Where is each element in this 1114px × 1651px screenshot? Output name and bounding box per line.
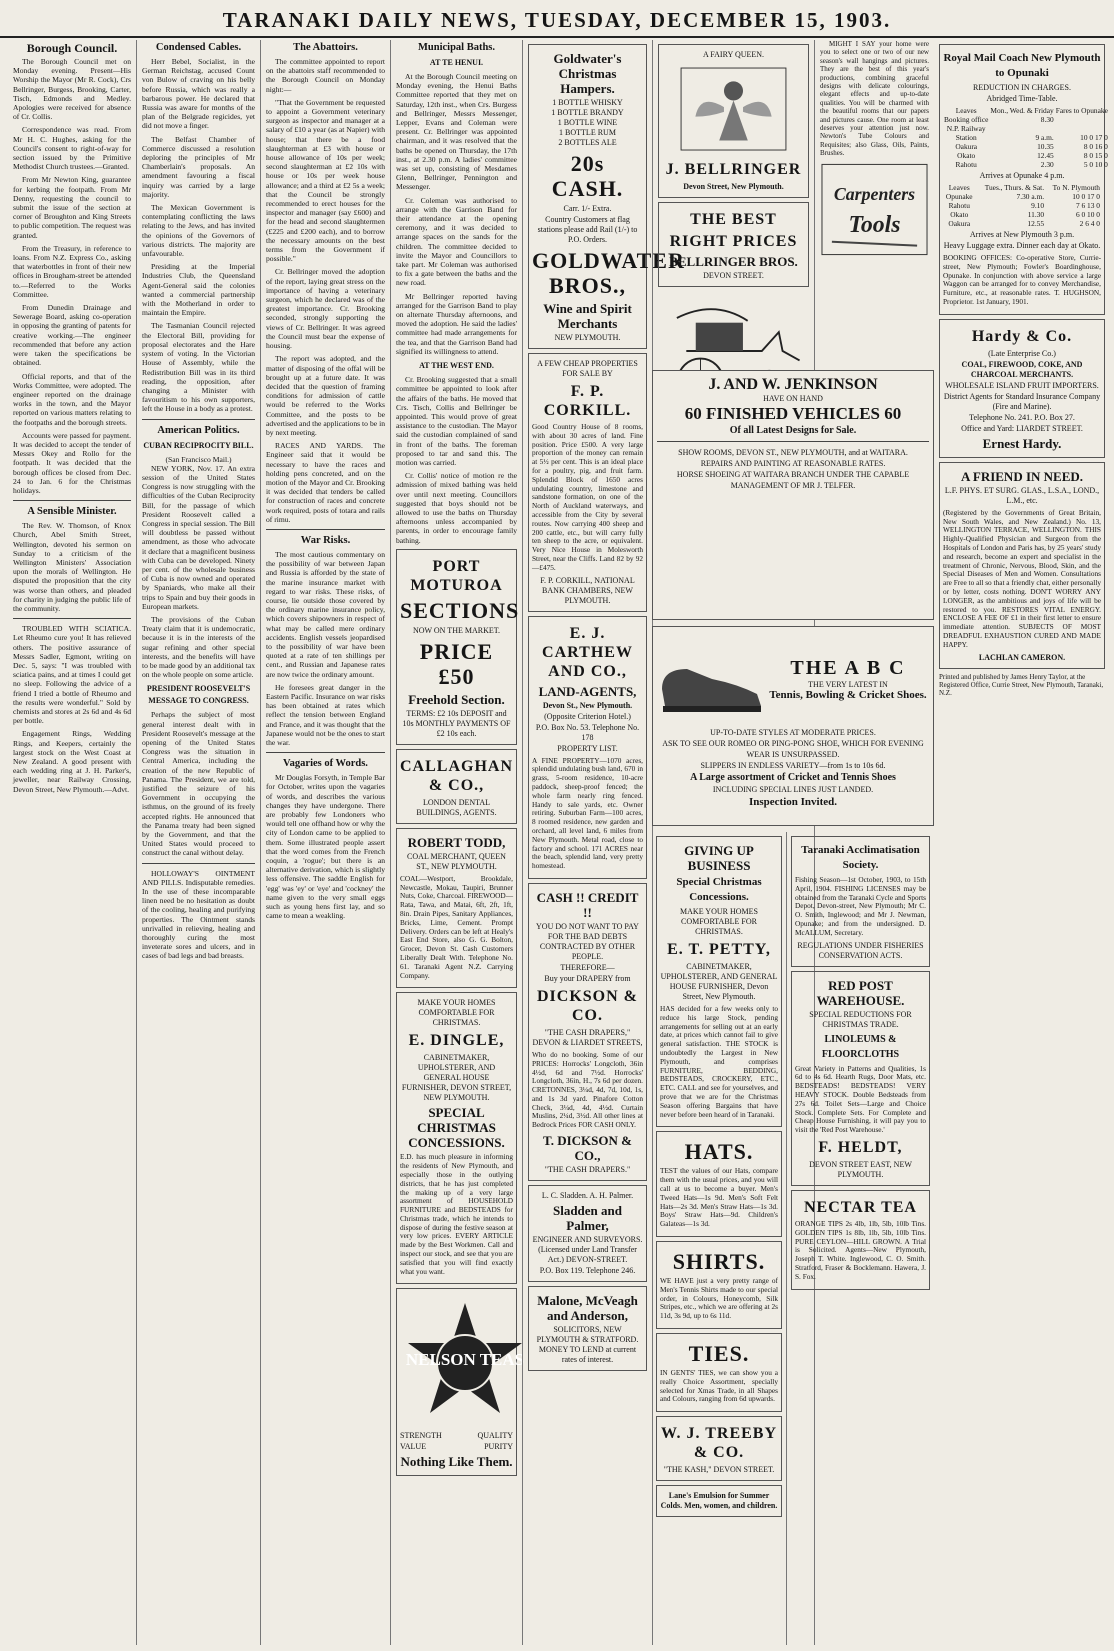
table-cell: Oakura [955, 142, 978, 151]
table-row [943, 106, 1109, 115]
table-cell: 8 0 15 0 [1083, 151, 1108, 160]
ad-line: Buy your DRAPERY from [544, 973, 631, 983]
ad-line: Carr. 1/- Extra. [563, 204, 612, 213]
table-row [943, 151, 1109, 160]
table-cell: 10 0 17 0 [1080, 133, 1108, 142]
ad-heading: SHIRTS. [672, 1248, 766, 1274]
headline-sensible-minister: A Sensible Minister. [27, 506, 117, 518]
ad-line: CABINETMAKER, UPHOLSTERER, AND GENERAL HOUSE FURNISHER, Devon Street, New Plymouth. [660, 962, 778, 1001]
table-row [943, 124, 1109, 133]
table-cell: Tues., Thurs. & Sat. [984, 183, 1045, 192]
ad-line: SOLICITORS, NEW PLYMOUTH & STRATFORD. MONEY TO LEND at current rates of interest. [536, 1325, 639, 1365]
ad-heading: Royal Mail Coach New Plymouth to Opunaki [943, 52, 1101, 79]
ad-body: E.D. has much pleasure in informing the residents of New Plymouth, and especially those in the outlying districts, that he has just completed the making up of a very large assortment of HOUSEHOLD FURNITURE and BEDSTEADS for Christmas trade, which he intends to dispose of during the festive season at very low prices. EVERY ARTICLE made by the Best Workmen. Call and inspect our stock, and see that you are satisfied that you will find exactly what you want. [400, 1152, 513, 1276]
divider [266, 529, 385, 530]
ad-line: UP-TO-DATE STYLES AT MODERATE PRICES. [710, 728, 876, 737]
ad-body: IN GENTS' TIES, we can show you a really Choice Assortment, specially selected for Xmas Trade, in all Shapes and Colours, ranging from 6d upwards. [660, 1367, 778, 1404]
ad-heading: THE BEST [690, 211, 777, 228]
ad-lanes-emulsion [656, 1485, 782, 1517]
ad-heading: GIVING UP BUSINESS [684, 843, 754, 873]
ad-heading: SPECIAL CHRISTMAS CONCESSIONS. [408, 1105, 505, 1151]
table-cell: 2.30 [1040, 160, 1054, 169]
table-row [943, 115, 1109, 124]
ad-hats [656, 1131, 782, 1237]
ad-line: (Opposite Criterion Hotel.) [544, 711, 631, 721]
article-paragraph: Mr Bellringer reported having arranged for the Garrison Band to play on alternate Thursday afternoons, and moved the adoption. He said the ladies' committee had made arrangements for the tea, and that the Garrison Band had signified its willingness to attend. [396, 291, 517, 356]
imprint: Printed and published by James Henry Taylor, at the Registered Office, Currie Street, New Plymouth, Taranaki, N.Z. [939, 672, 1104, 698]
table-cell: 10 0 17 0 [1072, 192, 1100, 201]
tools-icon [820, 162, 929, 257]
ad-robert-todd [396, 828, 517, 989]
ad-heading: BELLRINGER BROS. [669, 254, 798, 269]
table-cell: 8 0 16 0 [1083, 142, 1108, 151]
ad-heading: PORT MOTUROA [410, 557, 503, 594]
ad-hardy [939, 319, 1105, 458]
table-row [943, 133, 1109, 142]
ad-dickson [528, 883, 647, 1181]
ad-line: HAVE ON HAND [763, 394, 823, 403]
table-cell: Rahotu [955, 160, 977, 169]
article-paragraph: The committee appointed to report on the abattoirs staff recommended to the Borough Council on Monday night:— [266, 57, 385, 94]
ad-heading: NELSON TEAS [405, 1350, 525, 1370]
ad-body: ORANGE TIPS 2s 4lb, 1lb, 5lb, 10lb Tins. GOLDEN TIPS 1s 8lb, 1lb, 5lb, 10lb Tins. PURE CEYLON—HILL GROWN. A Trial is Solicited. Agents—New Plymouth, Joseph T. White. Inglewood, C. O. Smith. Stratford, Fraser & Bocklemann. Hawera, J. S. Fox. [795, 1218, 926, 1281]
ad-line: REPAIRS AND PAINTING AT REASONABLE RATES. [700, 459, 886, 468]
subheading: CUBAN RECIPROCITY BILL. [143, 440, 254, 450]
ad-line: MAKE YOUR HOMES COMFORTABLE FOR CHRISTMAS. [680, 907, 758, 936]
ad-body: Who do no booking. Some of our PRICES: Horrocks' Longcloth, 36in 4½d, 6d and 7½d. Horrocks' Longcloth, 36in, H., 7s 6d per dozen. CRETONNES, 3¼d, 4d, 7d, 10d, 1s, and 1s 3d yard. Pinafore Cotton Check, 3¼d, 4d, 4½d. Curtain Muslins, 2¼d, 3½d. All other lines at Bedrock Prices FOR CASH ONLY. [532, 1049, 643, 1130]
ad-line: REGULATIONS UNDER FISHERIES CONSERVATION ACTS. [797, 940, 924, 960]
table-cell [1055, 124, 1109, 133]
ad-line: VALUE [400, 1442, 427, 1452]
ad-nectar-tea [791, 1190, 930, 1290]
table-row [943, 160, 1109, 169]
article-paragraph: Mr Douglas Forsyth, in Temple Bar for October, writes upon the vagaries of words, and describes the various changes they have undergone. There are probably few Londoners who would tell one offhand how or why the city of London came to be applied to them. Some illustrated people assert that the word comes from the French coquin, a 'rogue'; but there is an alternative derivation, which is slightly less offensive. The saddle English for 'egg' was 'ey' or 'eye' and 'cockney' the name given to the very small eggs such as young hens first lay, and so came to mean a weakling. [266, 773, 385, 921]
article-paragraph: Cr. Collis' notice of motion re the admission of mixed bathing was held over until next meeting. Councillors suggested that boys should not be allowed to use the baths on Thursday afternoons unless accompanied by parents, in order to encourage family bathing. [396, 471, 517, 545]
ad-line: YOU DO NOT WANT TO PAY FOR THE BAD DEBTS CONTRACTED BY OTHER PEOPLE. [536, 921, 639, 961]
ad-line: Of all Latest Designs for Sale. [729, 425, 857, 436]
article-paragraph: "That the Government be requested to appoint a Government veterinary surgeon as inspector and manager at a salary of £10 a year (as at Napier) with house; that there be a food slaughterman at £3 with house or house allowance of 10s per week; second slaughterman at £2 10s with house or 10s per week house allowance; and a third at £2 5s a week; that the Council be strongly recommended to erect houses for the inspector and manager (say £600) and for the head and second slaughtermen (£225 and £200 each), and to borrow the necessary amounts on the best terms from the Government if possible." [266, 97, 385, 264]
ad-shirts [656, 1241, 782, 1329]
ad-line: REDUCTION IN CHARGES. [973, 83, 1071, 92]
ad-bellringer-bros [658, 202, 809, 287]
table-row [943, 201, 1101, 210]
ad-heading: CALLAGHAN & CO., [400, 757, 514, 794]
ad-corkill [528, 353, 647, 612]
ad-line: (Late Enterprise Co.) [988, 348, 1056, 358]
ad-heading: LAND-AGENTS, [538, 683, 637, 699]
ad-heading: RED POST WAREHOUSE. [816, 977, 905, 1008]
ad-carthew [528, 616, 647, 879]
ad-callaghan [396, 749, 517, 824]
table-cell: 9.10 [1031, 201, 1045, 210]
table-cell: To N. Plymouth [1052, 183, 1100, 192]
ad-heading: Hardy & Co. [971, 327, 1073, 345]
ad-body: Good Country House of 8 rooms, with about 30 acres of land. Fine position. Price £500. A very large proportion of the money can remain at 5½ per cent. This is an ideal place for a poultry, pig, and fruit farm. Splendid Block of 1650 acres undulating country, limestone and sandstone formation, on one of the North of Auckland waterways, and accessible from the City by several routes. Now carrying 400 sheep and 200 cattle, etc., but will carry fully ten sheep to the acre, or equivalent. Very Nice House in Molesworth Street, near the Cliffs. Land 82 by 92—£475. [532, 422, 643, 572]
table-cell [989, 124, 1054, 133]
headline-abattoirs: The Abattoirs. [293, 42, 358, 53]
table-cell: Okato [950, 210, 969, 219]
ad-line: LONDON DENTAL BUILDINGS, AGENTS. [416, 797, 497, 817]
carpenters-tools-logo [820, 162, 929, 257]
table-cell: Okato [957, 151, 976, 160]
table-cell [1055, 115, 1109, 124]
headline-condensed-cables: Condensed Cables. [155, 42, 242, 53]
table-row [943, 183, 1101, 192]
table-cell: 12.45 [1037, 151, 1054, 160]
ad-line: P.O. Box 119. Telephone 246. [539, 1266, 636, 1276]
headline-municipal-baths: Municipal Baths. [417, 42, 496, 53]
ad-line: SLIPPERS IN ENDLESS VARIETY—from 1s to 10s 6d. [700, 761, 886, 770]
table-cell: Booking office [944, 115, 989, 124]
ad-line: ENGINEER AND SURVEYORS. (Licensed under Land Transfer Act.) DEVON-STREET. [532, 1235, 643, 1265]
article-paragraph: From the Treasury, in reference to loans. From N.Z. Express Co., asking that waterbottles in front of their new offices in Brougham-street be attended to.—Referred to the Works Committee. [13, 243, 131, 299]
ad-abc-shoes [652, 626, 934, 826]
ad-line: A FEW CHEAP PROPERTIES FOR SALE BY [537, 359, 638, 378]
ad-nelson-teas [396, 1288, 525, 1476]
article-paragraph: Official reports, and that of the Works Committee, were adopted. The engineer reported on the drainage works in the town, and the Mayor reported on various matters relating to the footpaths and the borough streets. [13, 371, 131, 427]
column-5 [522, 40, 685, 1645]
ad-heading: Lane's Emulsion for Summer Colds. Men, women, and children. [660, 1491, 778, 1511]
source-line: (San Francisco Mail.) [165, 454, 232, 464]
ad-malone-mcveagh [528, 1286, 647, 1371]
list-item: 1 BOTTLE RUM [559, 128, 616, 137]
article-paragraph: NEW YORK, Nov. 17. An extra session of the United States Congress is now struggling with the difficulties of the Cuban Reciprocity Bill, for the passage of which President Roosevelt called a Congress in special session. The Bill will doubtless be passed without amendment, as those who advocate it declare that a magnificent business with Cuba can be developed. Ninety per cent. of the wholesale business of Cuba is now owned and operated by Spaniards, who make all their trips to Spain and buy their goods in European markets. [142, 463, 255, 611]
table-cell: 12.55 [1027, 219, 1045, 228]
ad-heading: ROBERT TODD, [407, 834, 506, 850]
ad-red-post [791, 971, 930, 1186]
article-paragraph: Cr. Coleman was authorised to arrange with the Garrison Band for their attendance at the opening ceremony, and it was decided to arrange spaces on the sands for the children. The committee decided to invite the Mayor and Councillors to take part. Mr Coleman was authorised to fix a gate between the baths and the new road. [396, 195, 517, 288]
table-cell: 8.30 [1040, 115, 1054, 124]
column-6-lower [652, 832, 786, 1645]
ad-heading: THE A B C [790, 657, 906, 679]
table-row [943, 142, 1109, 151]
ad-line: "THE CASH DRAPERS." [544, 1165, 631, 1175]
column-1 [8, 40, 136, 1645]
table-cell: 7.30 a.m. [1016, 192, 1045, 201]
logo-text: Carpenters [833, 183, 916, 204]
ad-line: HORSE SHOEING AT WAITARA BRANCH UNDER THE CAPABLE MANAGEMENT OF MR J. TELFER. [676, 470, 910, 490]
headline-american-politics: American Politics. [157, 424, 240, 436]
article-paragraph: The Tasmanian Council rejected the Electoral Bill, providing for proposal electorates and the Hare system of voting. In the Victorian House of Assembly, while the Redistribution Bill was in its third reading, the opposition, after changing a Minister with favouritism to his own supporters, left the House in a body as a protest. [142, 321, 255, 414]
ad-line: "THE KASH," DEVON STREET. [663, 1465, 775, 1475]
ad-heading: Wine and Spirit Merchants [543, 301, 632, 331]
table-row [943, 210, 1101, 219]
ad-goldwater-hampers [528, 44, 685, 349]
divider [13, 618, 131, 619]
ad-line: COAL MERCHANT, QUEEN ST., NEW PLYMOUTH. [407, 851, 506, 871]
list-item: 1 BOTTLE BRANDY [551, 108, 624, 117]
ad-heading: DICKSON & CO. [536, 987, 638, 1024]
ad-heading: A FRIEND IN NEED. [960, 468, 1084, 484]
ad-acclimatisation [791, 836, 930, 967]
ad-friend-in-need [939, 462, 1105, 669]
ad-heading: E. J. CARTHEW AND CO., [542, 624, 633, 680]
masthead [0, 6, 1114, 38]
article-paragraph: The Rev. W. Thomson, of Knox Church, Abel Smith Street, Wellington, devoted his sermon on Sunday to a criticism of the Wellington Ministers' Association upon the morals of Wellington. He disputed the proposition that the city was worse than others, and pleaded for charity in judging the public life of the community. [13, 521, 131, 613]
ad-line: STRENGTH [400, 1431, 442, 1441]
logo-text: Tools [848, 211, 901, 238]
table-cell: Leaves [948, 183, 970, 192]
article-paragraph: The Borough Council met on Monday evening. Present—His Worship the Mayor (Mr R. Cock), Crs Bellringer, Burgess, Brooking, Carter, Tisch, Edmonds and Medley. Apologies were received for absence of Cr. Collis. [13, 57, 131, 122]
ad-body: COAL—Westport, Brookdale, Newcastle, Mokau, Taupiri, Brunner Nuts, Coke, Charcoal. FIREWOOD—Rata, Tawa, and Matai, 6ft, 2ft, 1ft, 8in. Drain Pipes, Sanitary Appliances, Bricks, Lime, Cement. Prompt Delivery. Orders can be left at Healy's East End Store, also G. G. Bolton, Grocer, Devon St. Cash Customers Liberally Dealt With. Telephone No. 61. Taranaki Agent N.Z. Carrying Company. [400, 873, 513, 980]
newspaper-title: TARANAKI DAILY NEWS, TUESDAY, DECEMBER 15, 1903. [222, 8, 892, 32]
ad-line: DEVON STREET. [703, 271, 764, 280]
divider [657, 441, 929, 442]
ad-tagline: Nothing Like Them. [400, 1454, 513, 1470]
article-paragraph: At the Borough Council meeting on Monday evening, the Henui Baths Committee reported that they met on Saturday, 12th inst., when Crs. Burgess and Bellringer, Messrs Messenger, Lepper, Evans and Coleman were present. Cr. Bellringer was appointed chairman, and it was resolved that the baths be opened on Thursday, the 17th inst., at 2.30 p.m. A ladies' committee was set up, consisting of Mesdames Glenn, Bellringer, Pennington and Messenger. [396, 72, 517, 192]
column-2 [136, 40, 260, 1645]
ad-body: HAS decided for a few weeks only to reduce his large Stock, pending arrangements for selling out at an early date, at prices which cannot fail to give general satisfaction. THE STOCK is undoubtedly the Largest in New Plymouth, and comprises FURNITURE, BEDDING, BEDSTEADS, CROCKERY, ETC., ETC. CALL and see for yourselves, and prove that we are for the Christmas Season offering Bargains that have never before been heard of in Taranaki. [660, 1004, 778, 1119]
ad-e-dingle [396, 992, 517, 1284]
ad-line: THE VERY LATEST IN [808, 680, 888, 689]
article-paragraph: The most cautious commentary on the possibility of war between Japan and Russia is afforded by the state of the marine insurance market with regard to war risks. These risks, of course, lie outside those covered by the ordinary marine insurance policy, which covers shipowners in respect of what may be called mere ordinary accidents. English vessels jeopardised to the possibility of war have been quoted at a rate of ten shillings per cent., and Russian and Japanese rates are now twice the ordinary amount. [266, 549, 385, 679]
ad-body: (Registered by the Governments of Great Britain, New South Wales, and New Zealand.) No. 13, WELLINGTON TERRACE, WELLINGTON. THIS Highly-Qualified Physician and Surgeon from the Hospitals of London and Paris has, by 25 years' study and research, become an expert and specialist in the treatment of Chronic, Nervous, Blood, Skin, and the Special Diseases of Men and Women. Consultations are Free to all so that a friendly chat, either personally or by letter, costs nothing. DON'T WORRY ANY LONGER, as the ambitious and joys of life will be restored to you. RESTORES VITAL ENERGY. ENCLOSE A FEE OF £1 in their first letter to ensure immediate attention. SUBJECTS OF MOST DREADFUL EXHAUSTION CURED AND MADE HAPPY. [943, 507, 1101, 649]
list-item: 2 BOTTLES ALE [558, 138, 617, 147]
article-paragraph: Engagement Rings, Wedding Rings, and Keepers, certainly the largest stock on the West Coast at New Zealand. A good present with each wedding ring at J. H. Parker's, jeweller, near Railway Crossing, Devon Street, New Plymouth.—Advt. [13, 729, 131, 794]
ad-line: District Agents for Standard Insurance Company (Fire and Marine). [943, 391, 1101, 411]
article-paragraph: From Dunedin Drainage and Sewerage Board, asking co-operation in opposing the granting of patents for creative working.—The engineer recommended that before any action were taken the specifications be obtained. [13, 303, 131, 368]
ad-heading: Freehold Section. [408, 691, 505, 707]
table-cell: Opunake [945, 192, 973, 201]
article-paragraph: The provisions of the Cuban Treaty claim that it is undemocratic, because it is in the interests of the sugar refining and other special interests, and the benefits will have to be made good by an additional tax on the whole people on some article. [142, 614, 255, 680]
ad-heading: Tennis, Bowling & Cricket Shoes. [769, 689, 927, 701]
ad-line: THEREFORE— [560, 962, 615, 972]
table-row [943, 219, 1101, 228]
table-cell: 7 6 13 0 [1075, 201, 1100, 210]
fairy-queen-icon [662, 62, 805, 157]
ad-line: "THE CASH DRAPERS," DEVON & LIARDET STREETS, [532, 1027, 643, 1047]
article-paragraph: Accounts were passed for payment. It was decided to accept the tender of Messrs Okey and Rollo for the footpath. It was decided that the borough offices be closed from Dec. 24 to Jan. 6 for the Christmas holidays. [13, 430, 131, 495]
table-cell: Fares to Opunake [1055, 106, 1108, 115]
article-paragraph: The report was adopted, and the matter of disposing of the offal will be brought up at a future date. It was decided that the question of framing conditions for admission of cattle would be referred to the Works Committee, and the posts to be advertised and the applications to be in by next meeting. [266, 354, 385, 437]
article-paragraph: HOLLOWAY'S OINTMENT AND PILLS. Indisputable remedies. In the use of these incomparable linen need be no hesitation as doubt of the cooling, healing and purifying properties. The Ointment stands unrivalled in relieving, healing and thoroughly curing the most inveterate sores and ulcers, and in cases of bad legs and bad breasts. [142, 868, 255, 961]
article-paragraph: The Belfast Chamber of Commerce discussed a resolution deploring the principles of Mr Chamberlain's proposals. An amendment favouring a fiscal inquiry was carried by a large majority. [142, 134, 255, 199]
ad-line: Arrives at Opunake 4 p.m. [979, 171, 1065, 180]
ad-sladden-palmer [528, 1185, 647, 1282]
ad-line: Devon St., New Plymouth. [542, 700, 633, 710]
divider [13, 500, 131, 501]
ad-heading: Malone, McVeagh and Anderson, [537, 1293, 638, 1324]
divider [142, 419, 255, 420]
ad-treeby [656, 1416, 782, 1481]
ad-line: QUALITY [477, 1431, 513, 1441]
article-paragraph: Presiding at the Imperial Industries Club, the Queensland Agent-General said the colonies wanted a commercial partnership with the Motherland in order to maintain the Empire. [142, 262, 255, 318]
list-item: 1 BOTTLE WINE [557, 118, 618, 127]
ad-line: L.F. PHYS. ET SURG. GLAS., L.S.A., LOND., L.M., etc. [944, 485, 1100, 505]
headline-borough-council: Borough Council. [26, 41, 118, 55]
ad-heading: HATS. [684, 1139, 754, 1165]
subheading: AT TE HENUI. [429, 58, 484, 67]
ad-line: ASK TO SEE OUR ROMEO OR PING-PONG SHOE, WHICH FOR EVENING WEAR IS UNSURPASSED. [662, 739, 924, 759]
hamper-item-list [532, 98, 643, 148]
ad-line: DEVON STREET EAST, NEW PLYMOUTH. [809, 1159, 912, 1179]
table-cell: 9 a.m. [1035, 133, 1054, 142]
ad-line: WHOLESALE ISLAND FRUIT IMPORTERS. [945, 380, 1099, 390]
table-cell: Mon., Wed. & Friday [990, 106, 1054, 115]
ad-line: Heavy Luggage extra. Dinner each day at Okato. [943, 241, 1101, 250]
ad-heading: J. BELLRINGER [665, 161, 802, 178]
headline-war-risks: War Risks. [300, 534, 351, 546]
ad-line: Abridged Time-Table. [986, 94, 1058, 103]
ad-body: Fishing Season—1st October, 1903, to 15th April, 1904. FISHING LICENSES may be obtained from the Taranaki Cycle and Sports Depot, Devon-street, New Plymouth; Mr C. O. Smith, Inglewood; and Mr J. Newman, Opunake; and from the undersigned. D. McALLUM, Secretary. [795, 875, 926, 937]
article-paragraph: Correspondence was read. From Mr H. C. Hughes, asking for the Council's consent to right-of-way for section issued by the Primitive Methodist Church trustees.—Granted. [13, 125, 131, 172]
ad-heading: RIGHT PRICES [669, 233, 798, 250]
ad-line: COAL, FIREWOOD, COKE, AND CHARCOAL MERCHANTS. [961, 359, 1083, 379]
ad-line: PURITY [484, 1442, 513, 1452]
ad-heading: SECTIONS [400, 597, 520, 623]
headline-vagaries-of-words: Vagaries of Words. [283, 758, 368, 770]
ad-line: NEW PLYMOUTH. [554, 333, 621, 342]
article-paragraph: Cr. Bellringer moved the adoption of the report, laying great stress on the importance of having a veterinary surgeon, which he declared was of the greatest importance. Cr. Brooking seconded, strongly supporting the views of Cr. Bellringer. It was agreed the Council must bear the expense of housing. [266, 267, 385, 351]
ad-line: Country Customers at flag stations please add Rail (1/-) to P.O. Orders. [537, 215, 638, 244]
ad-line: SHOW ROOMS, DEVON ST., NEW PLYMOUTH, and at WAITARA. [678, 448, 908, 457]
ad-line: CABINETMAKER, UPHOLSTERER, AND GENERAL HOUSE FURNISHER, DEVON STREET, NEW PLYMOUTH. [401, 1053, 512, 1103]
fairy-queen-illustration [662, 62, 805, 157]
article-paragraph: RACES AND YARDS. The Engineer said that it would be necessary to have the races and holding pens concreted, and on the motion of the Mayor and Cr. Brooking it was decided that tenders be called for construction of races and concrete work required, posts of totara and rails of rimu. [266, 441, 385, 524]
ad-line: TERMS: £2 10s DEPOSIT and 10s MONTHLY PAYMENTS OF £2 10s each. [402, 708, 511, 738]
ad-heading: A Large assortment of Cricket and Tennis Shoes [690, 772, 896, 783]
divider [142, 863, 255, 864]
ad-body: Great Variety in Patterns and Qualities, 1s 6d to 4s 6d. Hearth Rugs, Door Mats, etc. BEDSTEADS! BEDSTEADS! VERY HEAVY STOCK. Double Bedsteads from 27s 6d. Toilet Sets—Large and Choice Stock. Complete Sets. For Complete and Cheap House Furnishing, it will pay you to visit the 'Red Post Warehouse.' [795, 1063, 926, 1135]
ad-heading: J. AND W. JENKINSON [708, 376, 878, 393]
column-9 [934, 40, 1110, 1645]
ad-heading: F. HELDT, [818, 1138, 903, 1156]
ad-line: MAKE YOUR HOMES COMFORTABLE FOR CHRISTMAS. [417, 998, 496, 1028]
ad-body: WE HAVE just a very pretty range of Men's Tennis Shirts made to our special order, in Colours, Honeycomb, Silk Stripes, etc., which we are offering at 2s 11d, 3s 9d, up to 6s 11d. [660, 1275, 778, 1321]
table-cell: 6 0 10 0 [1075, 210, 1100, 219]
nelson-star-logo [400, 1299, 530, 1429]
ad-heading: 60 FINISHED VEHICLES 60 [684, 404, 902, 423]
list-item: 1 BOTTLE WHISKY [552, 98, 623, 107]
ad-body: MIGHT I SAY your home were you to select one or two of our new season's wall hangings and pictures. They are the best of this year's productions, combining graceful designs with delicate colourings, elegant effects and up-to-date qualities. You will be charmed with the beautiful rooms that our papers and pictures cause. One room at least deserves your attention just now. Newton's Tube Colours and Requisites; also Glass, Oils, Paints, Brushes. [820, 40, 929, 158]
table-cell: 2 6 4 0 [1079, 219, 1100, 228]
ad-price: 20s CASH. [551, 151, 624, 201]
ad-body: BOOKING OFFICES: Co-operative Store, Currie-street, New Plymouth; Fowler's Boardinghouse, Opunake. In conjunction with above service a large Waggon can be arranged for to convey Merchandise, Furniture, etc., at reasonable rates. T. HUGHSON, Proprietor. 1st January, 1901. [943, 253, 1101, 306]
ad-heading: W. J. TREEBY & CO. [660, 1425, 778, 1462]
ad-heading: TIES. [688, 1340, 750, 1366]
ad-line: L. C. Sladden. A. H. Palmer. [541, 1191, 634, 1201]
ad-heading: Inspection Invited. [748, 796, 838, 808]
ad-line: PROPERTY LIST. [557, 743, 618, 753]
table-cell: Oakura [948, 219, 971, 228]
column-3 [260, 40, 390, 1645]
timetable-outbound [943, 106, 1109, 169]
divider [266, 752, 385, 753]
ad-heading: T. DICKSON & CO., [543, 1133, 632, 1164]
table-cell: Leaves [955, 106, 977, 115]
ad-line: Arrives at New Plymouth 3 p.m. [969, 230, 1075, 239]
ad-petty [656, 836, 782, 1127]
ad-body: TEST the values of our Hats, compare them with the usual prices, and you will call at us to become a buyer. Men's Tweed Hats—1s 9d. Men's Soft Felt Hats—2s 3d. Men's Straw Hats—1s 3d. Boys' Straw Hats—9d. Children's Galateas—1s 3d. [660, 1166, 778, 1229]
article-paragraph: The Mexican Government is contemplating conflicting the laws relating to the Jews, and has invited the opinions of the Governors of various districts. The majority are unfavourable. [142, 203, 255, 259]
article-paragraph: TROUBLED WITH SCIATICA. Let Rheumo cure you! It has relieved others. The positive assurance of Messrs Sadler, Egmont, writing on Dec. 5, says: "I was troubled with sciatica pains, and at times I could get no sleep. Following the advice of a friend I tried a bottle of Rheumo and the results were wonderful." Sold by chemists and stores at 2s 6d and 4s 6d per bottle. [13, 624, 131, 726]
ad-heading: Ernest Hardy. [982, 435, 1062, 451]
table-row [943, 192, 1101, 201]
ad-line: NOW ON THE MARKET. [412, 625, 501, 635]
subheading: PRESIDENT ROOSEVELT'S MESSAGE TO CONGRESS. [146, 684, 251, 706]
ad-heading: Goldwater's Christmas Hampers. [553, 51, 622, 96]
subheading: AT THE WEST END. [419, 361, 494, 371]
article-paragraph: From Mr Newton King, guarantee for kerbing the footpath. From Mr Denny, requesting the council to submit the issue of the section at corner of Broughton and King Streets to public competition. The request was granted. [13, 175, 131, 240]
ad-price: PRICE £50 [419, 638, 494, 689]
ad-line: LACHLAN CAMERON. [978, 652, 1066, 662]
shoe-illustration [657, 634, 767, 724]
ad-jenkinson [652, 370, 934, 620]
article-paragraph: Cr. Brooking suggested that a small committee be appointed to look after the affairs of the baths. He moved that Crs. Tisch, Collis and Bellringer be appointed. This would prove of great assistance to the custodian. The Mayor said the custodian complained of sand in front of the baths. The foreman proposed to tar and sand this. The motion was carried. [396, 375, 517, 467]
ad-line: Telephone No. 241. P.O. Box 27. [969, 412, 1075, 422]
table-cell: Rahotu [948, 201, 970, 210]
timetable-inbound [943, 183, 1101, 228]
ad-line: SPECIAL REDUCTIONS FOR CHRISTMAS TRADE. [809, 1009, 912, 1029]
ad-line: P.O. Box No. 53. Telephone No. 178 [535, 722, 640, 742]
ad-royal-mail-coach [939, 44, 1108, 315]
ad-heading: Sladden and Palmer, [552, 1203, 622, 1234]
ad-heading: Special Christmas Concessions. [676, 876, 762, 903]
column-4 [390, 40, 525, 1645]
ad-port-moturoa [396, 549, 520, 745]
ad-heading: F. P. CORKILL. [543, 383, 632, 419]
ad-ties [656, 1333, 782, 1412]
article-paragraph: He foresees great danger in the Eastern Pacific. Insurance on war risks has been obtained at rates which reflect the tension between England and France, and it was thought that the Japanese would not be the ones to start the war. [266, 682, 385, 748]
shoe-icon [657, 634, 767, 724]
table-cell: N.P. Railway [946, 124, 986, 133]
ad-bellringer-pictures [658, 44, 809, 198]
ad-line: Devon Street, New Plymouth. [683, 182, 784, 191]
table-cell: 10.35 [1037, 142, 1054, 151]
ad-body: A FINE PROPERTY—1070 acres, splendid undulating bush land, 670 in grass, 5-room residence, 10-acre paddock, sheep-proof fenced; the whole farm nearly ring fenced. Handy to sale yards, etc. Owner retiring. Suburban Farm—100 acres, 8 roomed residence, new garden and orchard, all level land, 6 miles from New Plymouth. Metal road, close to factory and school. 171 ACRES near the beach, splendid land, very pretty homestead. [532, 755, 643, 871]
column-7-lower [786, 832, 934, 1645]
ad-heading: E. T. PETTY, [667, 941, 771, 958]
ad-heading: CASH !! CREDIT !! [536, 889, 639, 920]
article-paragraph: Herr Bebel, Socialist, in the German Reichstag, accused Count von Bulow of craving on his belly before Russia, which was really a barbarous power. He declared that Russia was aware for months of the plan of the Belgrade regicides, yet did not move a finger. [142, 57, 255, 131]
ad-heading: GOLDWATER BROS., [532, 248, 685, 298]
ad-heading: LINOLEUMS & FLOORCLOTHS [821, 1033, 900, 1060]
article-paragraph: Perhaps the subject of most general interest dealt with in President Roosevelt's message at the opening of the United States Congress was the situation in Central America, including the creation of the new Republic of Panama. The President, we are told, justified the seizure of his Government in occupying the isthmus, on the ground of its freely accepted rights. He announced that the Panama treaty had been signed by the Government, and that the United States would proceed to construct the canal without delay. [142, 710, 255, 858]
table-cell: 11.30 [1027, 210, 1045, 219]
ad-heading: NECTAR TEA [804, 1198, 917, 1216]
ad-line: INCLUDING SPECIAL LINES JUST LANDED. [712, 785, 874, 794]
ad-heading: Taranaki Acclimatisation Society. [801, 844, 920, 871]
ad-line: F. P. CORKILL, NATIONAL BANK CHAMBERS, NEW PLYMOUTH. [540, 575, 635, 605]
ad-heading: E. DINGLE, [408, 1032, 505, 1050]
table-cell: Station [955, 133, 977, 142]
table-cell: 5 0 10 0 [1083, 160, 1108, 169]
ad-line: Office and Yard: LIARDET STREET. [961, 423, 1083, 433]
ad-caption: A FAIRY QUEEN. [702, 50, 765, 59]
